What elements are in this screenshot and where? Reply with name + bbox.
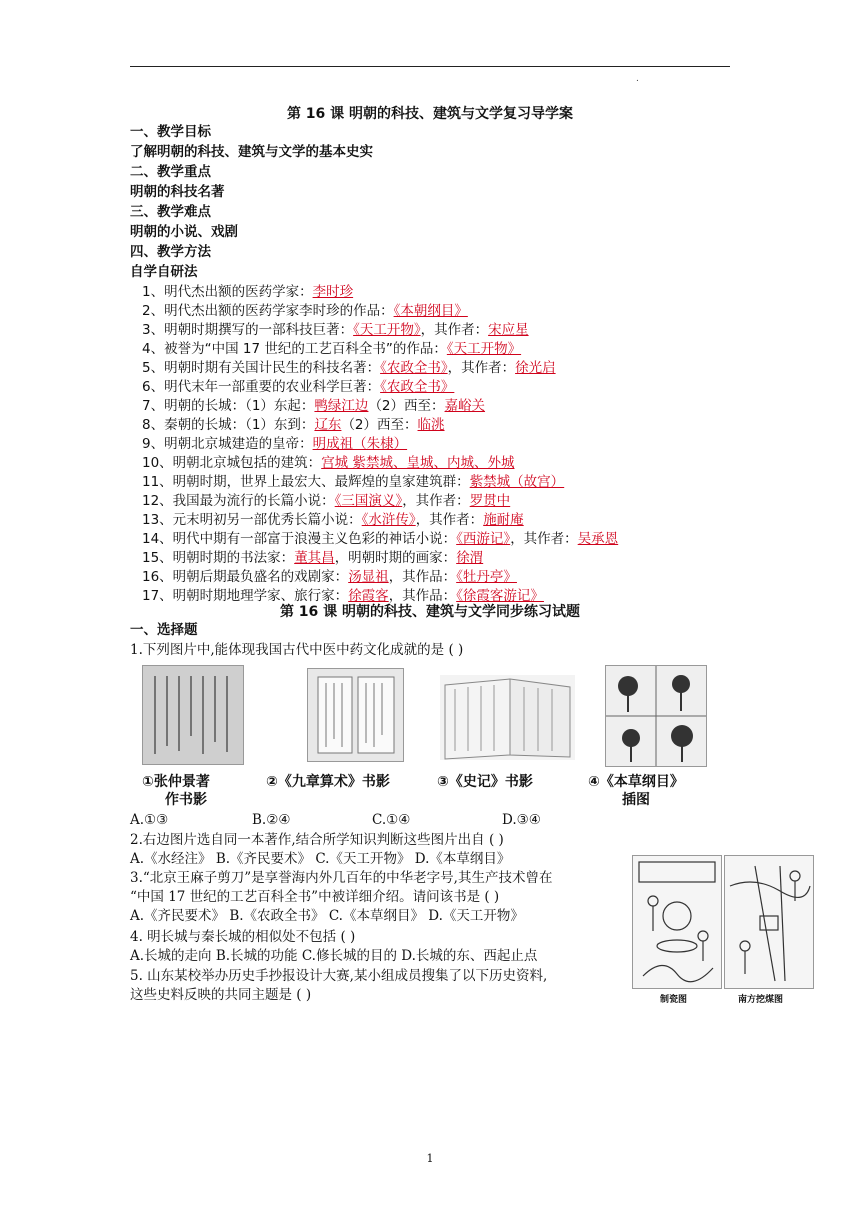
study-item [142,454,514,473]
prompt-text: （2）西至： [368,398,445,414]
page-number: 1 [426,1152,434,1165]
prompt-text: ，其作者： [510,531,578,547]
q1-caption-1: ①张仲景著 [142,774,210,790]
answer-text: 《西游记》 [456,531,511,547]
answer-text: 临洮 [417,417,445,433]
section-body-3: 明朝的小说、戏剧 [130,224,238,240]
question-3-options: A.《齐民要术》 B.《农政全书》 C.《本草纲目》 D.《天工开物》 [130,908,524,924]
prompt-text: 11、明朝时期，世界上最宏大、最辉煌的皇家建筑群： [142,474,470,490]
answer-text: 吴承恩 [577,531,619,547]
prompt-text: 12、我国最为流行的长篇小说： [142,493,335,509]
prompt-text: 16、明朝后期最负盛名的戏剧家： [142,569,349,585]
question-1-stem: 1.下列图片中,能体现我国古代中医中药文化成就的是 ( ) [130,642,464,658]
study-item [142,397,485,416]
prompt-text: 14、明代中期有一部富于浪漫主义色彩的神话小说： [142,531,457,547]
header-rule [130,66,730,67]
choice-heading: 一、选择题 [130,622,198,638]
section-body-2: 明朝的科技名著 [130,184,225,200]
answer-text: 紫禁城（故宫） [469,474,565,490]
q1-option-b: B.②④ [252,812,291,828]
answer-text: 《本朝纲目》 [393,303,468,319]
answer-text: 徐渭 [456,550,484,566]
answer-text: 徐霞客 [348,588,389,604]
prompt-text: ，其作者： [415,512,484,528]
section-heading-2: 二、教学重点 [130,164,211,180]
prompt-text: 5、明朝时期有关国计民生的科技名著： [142,360,381,376]
study-item [142,321,529,340]
section-heading-3: 三、教学难点 [130,204,211,220]
q1-caption-3: ③《史记》书影 [437,774,533,790]
question-5-stem-1: 5. 山东某校举办历史手抄报设计大赛,某小组成员搜集了以下历史资料, [130,968,548,984]
prompt-text: 10、明朝北京城包括的建筑： [142,455,322,471]
study-item [142,549,483,568]
prompt-text: 13、元末明初另一部优秀长篇小说： [142,512,362,528]
porcelain-caption: 制瓷图 [660,995,688,1005]
answer-text: 《徐霞客游记》 [456,588,544,604]
answer-text: 《水浒传》 [361,512,416,528]
prompt-text: ，其作品： [388,588,457,604]
question-3-stem-1: 3.“北京王麻子剪刀”是享誉海内外几百年的中华老字号,其生产技术曾在 [130,870,553,886]
bencao-gangmu-illustration [605,665,707,767]
answer-text: 罗贯中 [469,493,511,509]
question-3-stem-2: “中国 17 世纪的工艺百科全书”中被详细介绍。请问该书是 ( ) [130,889,500,905]
q1-caption-4b: 插图 [622,792,650,808]
section-heading-1: 一、教学目标 [130,124,211,140]
porcelain-making-illustration [632,855,722,989]
q1-caption-2: ②《九章算术》书影 [266,774,390,790]
coal-mining-illustration [724,855,814,989]
exercise-title: 第 16 课 明朝的科技、建筑与文学同步练习试题 [279,604,581,620]
study-item [142,568,517,587]
prompt-text: 3、明朝时期撰写的一部科技巨著： [142,322,354,338]
study-item [142,492,510,511]
question-2-stem: 2.右边图片选自同一本著作,结合所学知识判断这些图片出自 ( ) [130,832,504,848]
prompt-text: ，明朝时期的画家： [334,550,457,566]
answer-text: 《天工开物》 [446,341,522,357]
answer-text: 嘉峪关 [444,398,486,414]
section-body-1: 了解明朝的科技、建筑与文学的基本史实 [130,144,373,160]
study-item [142,359,556,378]
prompt-text: 2、明代杰出额的医药学家李时珍的作品： [142,303,394,319]
study-item [142,511,524,530]
answer-text: 施耐庵 [483,512,524,528]
prompt-text: ，其作品： [388,569,457,585]
answer-text: 《天工开物》 [353,322,421,338]
prompt-text: ，其作者： [447,360,516,376]
question-4-stem: 4. 明长城与秦长城的相似处不包括 ( ) [130,929,356,945]
answer-text: 董其昌 [294,550,335,566]
answer-text: 明成祖（朱棣） [312,436,408,452]
question-5-stem-2: 这些史料反映的共同主题是 ( ) [130,987,312,1003]
lesson-title: 第 16 课 明朝的科技、建筑与文学复习导学案 [286,106,574,122]
section-heading-4: 四、教学方法 [130,244,211,260]
answer-text: 宫城 紫禁城、皇城、内城、外城 [321,455,515,471]
answer-text: 《农政全书》 [380,360,448,376]
study-item [142,378,454,397]
answer-text: 鸭绿江边 [314,398,369,414]
q1-option-a: A.①③ [130,812,169,828]
q1-caption-1b: 作书影 [165,792,207,808]
section-body-4: 自学自研法 [130,264,198,280]
answer-text: 宋应星 [488,322,529,338]
question-2-options: A.《水经注》 B.《齐民要术》 C.《天工开物》 D.《本草纲目》 [130,851,511,867]
shiji-book-image [440,675,575,760]
prompt-text: （2）西至： [341,417,418,433]
header-dot: . [636,74,639,84]
q1-option-d: D.③④ [502,812,541,828]
prompt-text: 1、明代杰出额的医药学家： [142,284,313,300]
answer-text: 辽东 [314,417,342,433]
answer-text: 《牡丹亭》 [456,569,517,585]
prompt-text: 6、明代末年一部重要的农业科学巨著： [142,379,381,395]
question-4-options: A.长城的走向 B.长城的功能 C.修长城的目的 D.长城的东、西起止点 [130,948,538,964]
jiuzhang-suanshu-book-image [307,668,404,762]
prompt-text: ，其作者： [402,493,470,509]
prompt-text: 7、明朝的长城：（1）东起： [142,398,315,414]
answer-text: 《农政全书》 [380,379,455,395]
answer-text: 《三国演义》 [334,493,403,509]
study-item [142,340,521,359]
study-item [142,530,618,549]
study-item [142,283,353,302]
study-item [142,302,468,321]
coal-mining-caption: 南方挖煤图 [738,995,784,1005]
study-item [142,473,564,492]
prompt-text: ，其作者： [420,322,489,338]
answer-text: 李时珍 [312,284,354,300]
q1-option-c: C.①④ [372,812,411,828]
answer-text: 汤显祖 [348,569,389,585]
prompt-text: 15、明朝时期的书法家： [142,550,295,566]
q1-caption-4: ④《本草纲目》 [588,774,684,790]
prompt-text: 8、秦朝的长城：（1）东到： [142,417,315,433]
study-item [142,435,407,454]
prompt-text: 17、明朝时期地理学家、旅行家： [142,588,349,604]
answer-text: 徐光启 [515,360,556,376]
study-item [142,416,445,435]
prompt-text: 4、被誉为“中国 17 世纪的工艺百科全书”的作品： [142,341,447,357]
zhang-zhongjing-book-image [142,665,244,765]
prompt-text: 9、明朝北京城建造的皇帝： [142,436,313,452]
